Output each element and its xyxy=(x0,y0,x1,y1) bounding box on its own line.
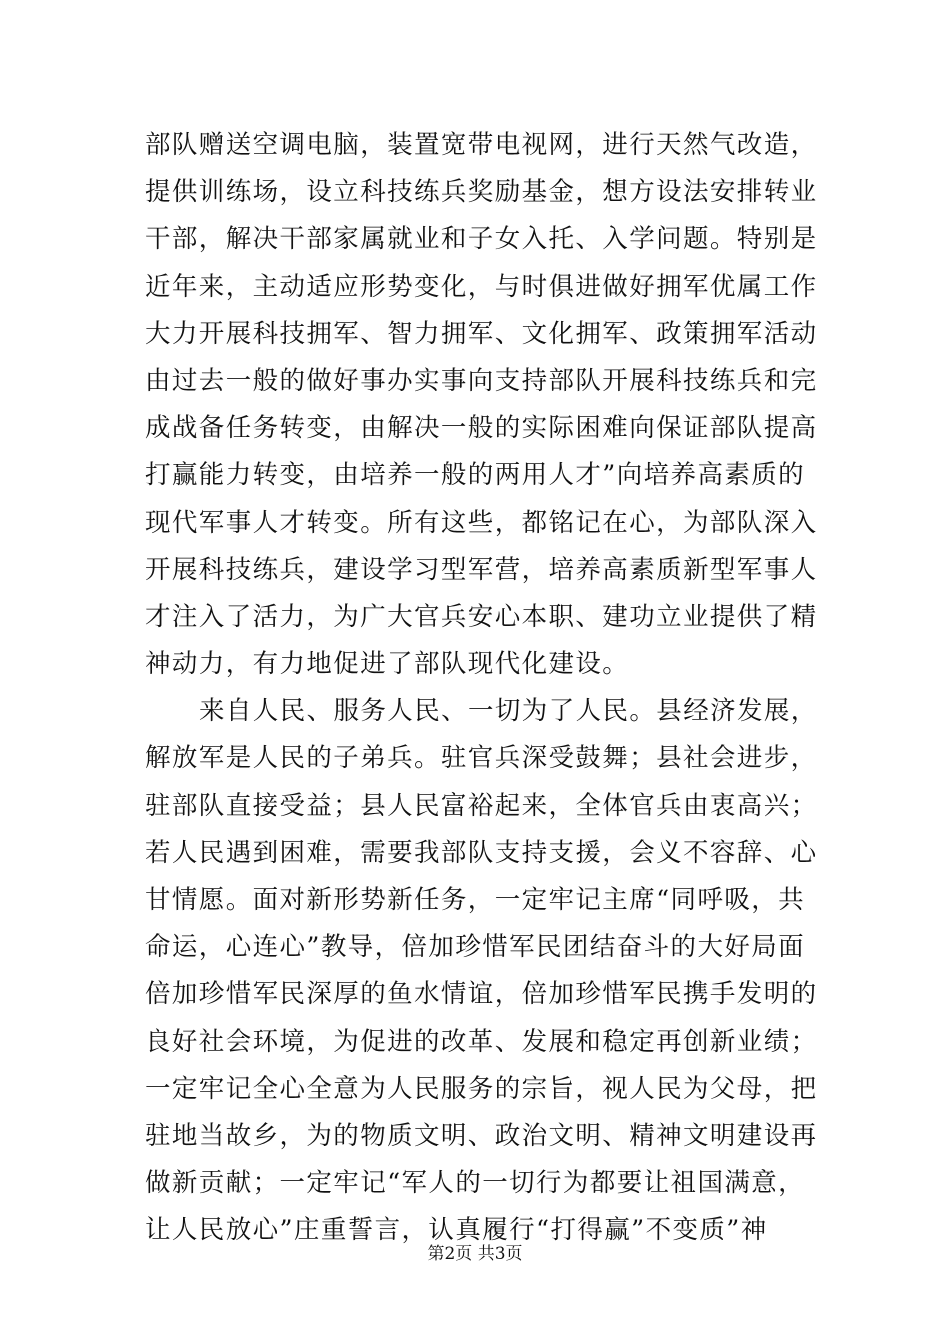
text-line: 提供训练场，设立科技练兵奖励基金，想方设法安排转业 xyxy=(145,177,818,208)
text-line: 近年来，主动适应形势变化，与时俱进做好拥军优属工作 xyxy=(145,271,818,302)
text-line: 解放军是人民的子弟兵。驻官兵深受鼓舞；县社会进步， xyxy=(145,743,818,774)
paragraph-start-line: 来自人民、服务人民、一切为了人民。县经济发展， xyxy=(199,696,818,727)
page-number: 第2页 共3页 xyxy=(427,1244,523,1264)
text-line: 由过去一般的做好事办实事向支持部队开展科技练兵和完 xyxy=(145,365,818,396)
text-line: 大力开展科技拥军、智力拥军、文化拥军、政策拥军活动 xyxy=(145,318,818,349)
text-line: 现代军事人才转变。所有这些，都铭记在心，为部队深入 xyxy=(145,507,818,538)
text-line: 驻地当故乡，为的物质文明、政治文明、精神文明建设再 xyxy=(145,1120,818,1151)
text-line: 驻部队直接受益；县人民富裕起来，全体官兵由衷高兴； xyxy=(145,790,818,821)
text-line: 良好社会环境，为促进的改革、发展和稳定再创新业绩； xyxy=(145,1026,818,1057)
text-line: 做新贡献；一定牢记“军人的一切行为都要让祖国满意， xyxy=(145,1168,806,1199)
text-line: 开展科技练兵，建设学习型军营，培养高素质新型军事人 xyxy=(145,554,818,585)
text-line: 甘情愿。面对新形势新任务，一定牢记主席“同呼吸，共 xyxy=(145,885,806,915)
text-line: 一定牢记全心全意为人民服务的宗旨，视人民为父母，把 xyxy=(145,1073,818,1104)
text-line: 成战备任务转变，由解决一般的实际困难向保证部队提高 xyxy=(145,413,818,444)
text-line: 让人民放心”庄重誓言，认真履行“打得赢”不变质”神 xyxy=(145,1215,768,1246)
document-body xyxy=(145,122,818,1255)
text-line: 神动力，有力地促进了部队现代化建设。 xyxy=(145,649,630,680)
text-line: 干部，解决干部家属就业和子女入托、入学问题。特别是 xyxy=(145,224,818,255)
text-line: 若人民遇到困难，需要我部队支持支援，会义不容辞、心 xyxy=(145,837,818,868)
text-line: 倍加珍惜军民深厚的鱼水情谊，倍加珍惜军民携手发明的 xyxy=(145,979,818,1010)
text-line: 部队赠送空调电脑，装置宽带电视网，进行天然气改造， xyxy=(145,130,818,160)
text-line: 命运，心连心”教导，倍加珍惜军民团结奋斗的大好局面 xyxy=(145,932,806,963)
text-line: 打赢能力转变，由培养一般的两用人才”向培养高素质的 xyxy=(145,460,806,491)
page-footer xyxy=(0,1243,950,1265)
text-line: 才注入了活力，为广大官兵安心本职、建功立业提供了精 xyxy=(145,601,818,632)
